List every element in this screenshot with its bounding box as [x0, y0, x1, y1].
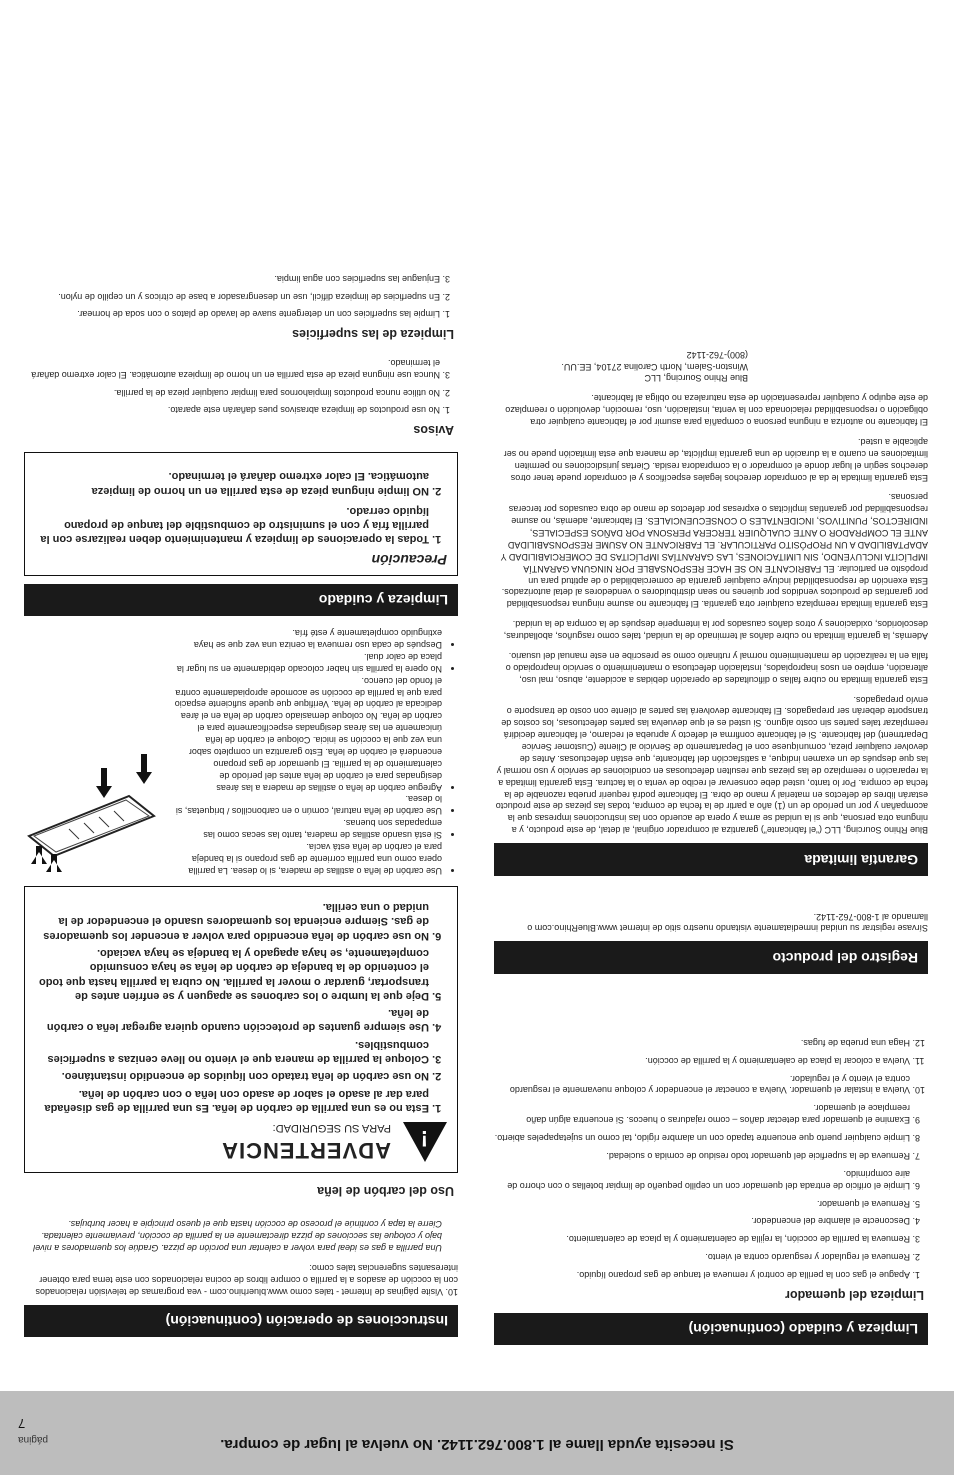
- heat-plate-slots: [69, 811, 124, 839]
- burner-cleaning-heading: Limpieza del quemador: [785, 1287, 924, 1302]
- caution-title: Precaución: [371, 551, 447, 568]
- contact-block: [494, 348, 748, 384]
- warranty-paragraph: Blue Rhino Sourcing, LLC (“el fabricante”) garantiza al comprador original, al detal, de este producto, y a ninguna otra persona, que si la unidad se arma y opera de acuerdo con las instrucciones impresas que la acompañan y por un período de un (1) año a partir de la fecha de compra, todas las piezas de este producto estarán libres de defectos en material y mano de obra. El fabricante podrá requerir prueba razonable de la fecha de compra. Por lo tanto, usted debe conservar el recibo de venta o la factura. Esta garantía limitada a la reparación o reemplazo de las piezas que resulten defectuosas en condiciones de servicio y uso normal y las que después de un examen indique, a satisfacción del fabricante, que están defectuosas. Antes de devolver cualquier pieza, comuníquese con el Departamento de Servicio al Cliente (Customer Service Department) del fabricante. Si el fabricante confirma el defecto y aprueba el reclamo, el fabricante decidirá reemplazar tales partes sin costo alguno. Si usted es el que devuelva las partes defectuosas, los costos de transporte deberán ser prepagados. El fabricante devolverá las partes al cliente con costo de transporte o envío prepagados.: [495, 694, 928, 836]
- notice-item: 2. No utilice nunca productos limpiahornos para limpiar cualquier pieza de la parrilla.: [24, 386, 440, 398]
- warning-item: 6. No use carbón de leña encendido para volver a encender los quemadores de gas. Siempre encienda los quemadores usando el encendedor de la unidad o una cerilla.: [35, 900, 429, 943]
- warning-item: 1. Esta no es una parrilla de carbón de leña. Es una parrilla de gas diseñada para dar al asado el sabor de asado con leña o con carbón de leña.: [35, 1086, 429, 1115]
- notice-item: 1. No use productos de limpieza abrasivos pues dañarán este aparato.: [24, 404, 440, 416]
- surface-item: 1. Limpie las superficies con un detergente suave de lavado de platos o con soda de hornear.: [24, 308, 440, 320]
- warranty-paragraph: Esta garantía limitada no cubre fallas o dificultades de operación debidas a accidente, abuso, mal uso, alteración, empleo en usos inapropiados, instalación defectuosa o mantenimiento o servicio inapropiado o falla en la realización de mantenimiento normal y rutinario como se prescribe en este manual del usuario.: [505, 650, 928, 685]
- wood-chip-bullet: • Use carbón de leña natural, común o en carboncillos / briquetas, si lo desea.: [172, 793, 442, 817]
- wood-chip-bullet: • Si está usando astillas de madera, tanto las secas como las empapadas son buenas.: [172, 816, 442, 840]
- wood-chip-bullet: • Después de cada uso remueva la ceniza una vez que se haya extinguido completamente y esté fría.: [172, 626, 442, 650]
- wood-chip-heading: Uso del carbón de leña: [317, 1184, 454, 1199]
- left-column: [494, 348, 928, 1391]
- burner-step: 11. Vuelva a colocar la placa de calentamiento y la parrilla de cocción.: [494, 1054, 910, 1066]
- burner-step: 5. Remueva el quemador.: [494, 1197, 910, 1209]
- warning-list: [35, 900, 447, 1115]
- wood-chip-bullet: • No opere la parrilla sin haber colocado debidamente en su lugar la placa de calor dual.: [172, 650, 442, 674]
- arrow-up-icon: [136, 754, 152, 784]
- warning-item: 3. Coloque la parrilla de manera que el viento no lleve cenizas a superficies combustibles.: [35, 1037, 429, 1066]
- warning-item: 4. Use siempre guantes de protección cuando quiera agregar leña o carbón de leña.: [35, 1006, 429, 1035]
- warning-triangle-icon: !: [403, 1122, 447, 1162]
- burner-step: 4. Desconecte el alambre del encendedor.: [494, 1215, 910, 1227]
- caution-list: [35, 469, 447, 546]
- warranty-paragraph: Además, la garantía limitada no cubre daños al terminado de la unidad, tales como rasguños, abolladuras, descoloridos, oxidaciones y otros daños causados por la intemperie después de la compra de la unidad.: [503, 619, 928, 642]
- surface-item: 2. En superficies de limpieza difícil, use un desengrasador a base de cítricos y un cepillo de nylon.: [24, 290, 440, 302]
- operating-continued-heading: Instrucciones de operación (continuación): [24, 1305, 458, 1337]
- arrow-up-icon: [96, 768, 112, 798]
- step-10-text: 10. Visite páginas de Internet - tales como www.bluerhino.com - vea programas de televisión relacionados con la cocción de asados a la parrilla o compre libros de cocina relacionados con este tema para obtener interesantes sugerencias tales como:: [35, 1262, 458, 1297]
- warranty-paragraph: Esta garantía limitada reemplaza cualquier otra garantía. El fabricante no asume ninguna responsabilidad por garantías de productos vendidos por quienes no sean distribuidores o vendedores al detal autorizados. Esta exención de responsabilidad incluye cualquier garantía de comerciabilidad o de aptitud para un propósito en particular. EL FABRICANTE NO SE HACE RESPONSABLE POR NINGUNA GARANTÍA IMPLÍCITA INCLUYENDO, SIN LIMITACIONES, LAS GARANTÍAS IMPLÍCITAS DE COMERCIABILIDAD Y ADAPTABILIDAD A UN PROPÓSITO PARTICULAR. EL FABRICANTE NO ASUME RESPONSABILIDAD ANTE EL COMPRADOR O ANTE CUALQUIER TERCERA PERSONA POR DAÑOS ESPECIALES, INDIRECTOS, PUNITIVOS, INCIDENTALES O CONSECUENCIALES. El fabricante, además, no asume responsabilidad por garantías implícitas o expresas por defectos de mano de obra causados por terceras personas.: [500, 492, 928, 610]
- wood-chip-bullets: [172, 626, 458, 875]
- notices-list: [24, 356, 458, 416]
- wood-chip-section: [24, 626, 458, 875]
- burner-step: 6. Limpie el orificio de entrada del quemador con un cepillo pequeño de limpiar botellas o con chorro de aire comprimido.: [494, 1167, 910, 1191]
- surfaces-list: [24, 272, 458, 320]
- surface-item: 3. Enjuague las superficies con agua limpia.: [24, 272, 440, 284]
- arrow-up-icon: [46, 854, 62, 872]
- page-number: 7: [18, 1416, 26, 1431]
- registration-text: Sírvase registrar su unidad inmediatamente visitando nuestro sitio de internet www.BlueRhino.com o llamando al 1-800-762-1142.: [527, 911, 928, 934]
- heat-plate-diagram: [24, 746, 164, 876]
- notice-item: 3. Nunca use ninguna pieza de esta parrilla en un horno de limpieza automática. El calor extremo dañará el terminado.: [24, 356, 440, 380]
- burner-step: 8. Limpie cualquier puerto que encuentre tapado con un alambre rígido, tal como un sujetapapeles abierto.: [494, 1131, 910, 1143]
- warranty-paragraph: El fabricante no autoriza a ninguna persona o compañía para asumir por el fabricante cualquier otra obligación o responsabilidad relacionada con la venta, instalación, uso, remoción, devolución o reemplazo de este equipo y cualquier representación de esta naturaleza no obliga al fabricante.: [505, 393, 928, 428]
- burner-steps: [494, 1036, 928, 1280]
- contact-phone: (800)-762-1142: [686, 349, 748, 360]
- help-footer: [0, 1391, 954, 1475]
- warning-title: ADVERTENCIA: [221, 1137, 391, 1163]
- burner-step: 1. Apague el gas con la perilla de control y remueva el tanque de gas propano líquido.: [494, 1268, 910, 1280]
- caution-item: 2. NO limpie ninguna pieza de esta parrilla en un horno de limpieza automática. El calor extremo dañará el terminado.: [35, 469, 429, 498]
- burner-step: 10. Vuelva a instalar el quemador. Vuelva a conectar el encendedor y coloque nuevamente el resguardo contra el viento y el regulador.: [494, 1072, 910, 1096]
- warning-item: 5. Deje que la lumbre o los carbones se apaguen y se enfríen antes de transportar, guardar o mover la parrilla. No cubra la parrilla hasta que todo el contenido de la bandeja de carbón de leña se haya consumido completamente, se haya apagado y la bandeja se haya vaciado.: [35, 946, 429, 1003]
- wood-chip-bullet: • Agregue carbón de leña o astillas de madera a las áreas designadas para el carbón de leña antes del período de calentamiento de la parrilla. El quemador de gas propano encenderá el carbón de leña. Esto garantiza un completo sabor una vez que la cocción se inicia. Coloque el carbón de leña únicamente en las áreas designadas específicamente para el carbón de leña. No coloque demasiado carbón de leña en el área dedicada al carbón de leña. Verifique que quede suficiente espacio para que la parrilla de cocción se acomode apropiadamente contra el fondo del cuenco.: [172, 674, 442, 793]
- burner-step: 9. Examine el quemador para detectar daños – como rajaduras o huecos. Si encuentra algún daño reemplace el quemador.: [494, 1101, 910, 1125]
- cleaning-heading: Limpieza y cuidado: [24, 584, 458, 616]
- contact-address: Winston-Salem, North Carolina 27104, EE.UU.: [561, 361, 748, 372]
- warranty-heading: Garantía limitada: [494, 843, 928, 875]
- cleaning-continued-heading: Limpieza y cuidado (continuación): [494, 1313, 928, 1345]
- burner-step: 3. Remueva la parrilla de cocción, la rejilla de calentamiento y la placa de calentamiento.: [494, 1232, 910, 1244]
- step-10-example: Una parrilla a gas es ideal para volver a calentar una porción de pizza. Gradúe los quemadores a nivel bajo y coloque las secciones de pizza directamente en la parrilla de cocción, previamente calentada. Cierre la tapa y continúe el proceso de cocción hasta que el queso principie a hacer burbujas.: [33, 1219, 442, 1253]
- contact-company: Blue Rhino Sourcing, LLC: [644, 373, 748, 384]
- caution-box: [24, 452, 458, 576]
- surfaces-heading: Limpieza de las superficies: [292, 326, 454, 341]
- burner-step: 2. Remueva el regulador y resguardo contra el viento.: [494, 1250, 910, 1262]
- warning-item: 2. No use carbón de leña tratado con líquidos de encendido instantáneo.: [35, 1069, 429, 1083]
- heat-plate-inner: [34, 800, 149, 852]
- warning-box: [24, 886, 458, 1173]
- right-column: [24, 266, 458, 1391]
- notices-heading: Avisos: [413, 422, 454, 437]
- page-label: página: [18, 1434, 49, 1445]
- registration-heading: Registro del producto: [494, 941, 928, 973]
- burner-step: 12. Haga una prueba de fugas.: [494, 1036, 910, 1048]
- burner-step: 7. Remueva de la superficie del quemador todo residuo de comida o suciedad.: [494, 1149, 910, 1161]
- warranty-paragraph: Esta garantía limitada le da al comprador derechos legales específicos y el comprador puede tener otros derechos según el lugar donde el comprador o la compradora resida. Ciertas jurisdicciones no permiten limitaciones en cuanto a la duración de una garantía implícita, de manera que esta limitación puede no ser aplicable a usted.: [503, 436, 928, 483]
- wood-chip-bullet: • Use carbón de leña o astillas de madera, si lo desea. La parrilla opera como una parrilla corriente de gas propano si la bandeja para el carbón de leña está vacía.: [172, 840, 442, 876]
- heat-plate-outline: [29, 796, 154, 856]
- caution-item: 1. Todas la operaciones de limpieza y mantenimiento deben realizarse con la parrilla fría y con el suministro de combustible del tanque de propano líquido cerrado.: [35, 504, 429, 547]
- help-line: Si necesita ayuda llame al 1.800.762.1142. No vuelva al lugar de compra.: [220, 1436, 734, 1453]
- warning-subtitle: PARA SU SEGURIDAD:: [272, 1122, 391, 1135]
